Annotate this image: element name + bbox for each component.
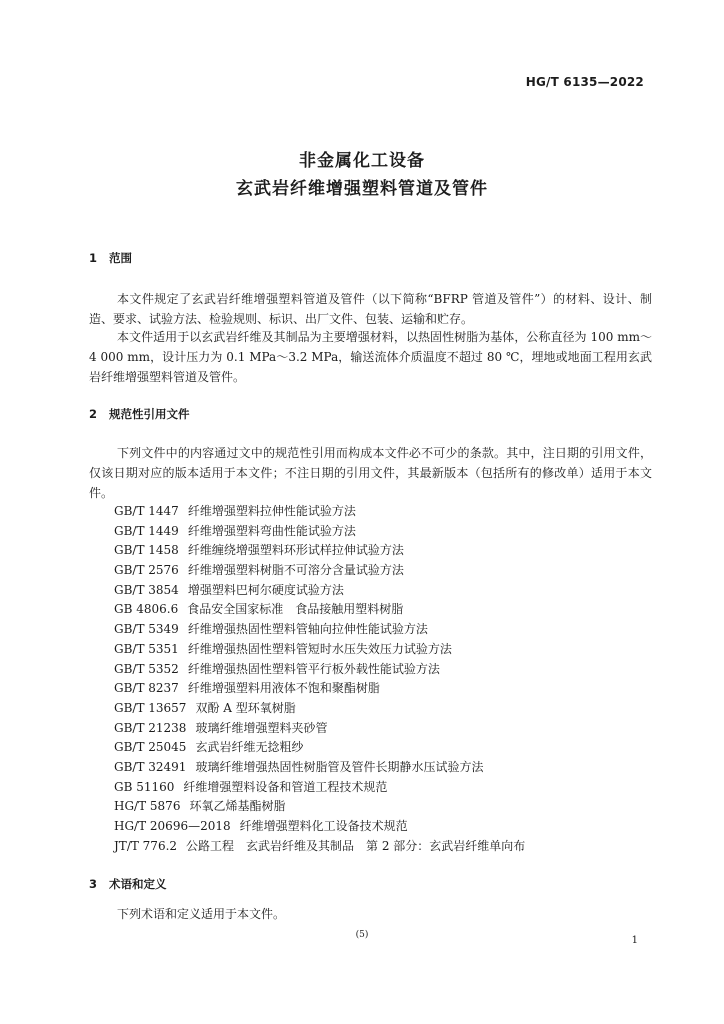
reference-item <box>114 679 525 699</box>
reference-title: 纤维增强热固性塑料管短时水压失效压力试验方法 <box>187 641 452 656</box>
section-title: 术语和定义 <box>109 877 167 891</box>
reference-item <box>114 640 525 660</box>
reference-title: 纤维增强塑料拉伸性能试验方法 <box>187 504 356 518</box>
standard-code: HG/T 6135—2022 <box>525 75 644 89</box>
reference-title: 增强塑料巴柯尔硬度试验方法 <box>187 582 344 597</box>
reference-title: 环氧乙烯基酯树脂 <box>189 799 286 814</box>
reference-title: 公路工程 玄武岩纤维及其制品 第 2 部分：玄武岩纤维单向布 <box>186 838 526 853</box>
reference-title: 玻璃纤维增强热固性树脂管及管件长期静水压试验方法 <box>195 759 484 774</box>
reference-code: GB/T 25045 <box>114 740 187 755</box>
reference-item <box>114 541 525 561</box>
reference-title: 纤维缠绕增强塑料环形试样拉伸试验方法 <box>187 543 404 558</box>
reference-title: 玻璃纤维增强塑料夹砂管 <box>195 720 328 735</box>
title-line-2: 玄武岩纤维增强塑料管道及管件 <box>236 179 488 199</box>
section-title: 规范性引用文件 <box>109 407 190 421</box>
reference-title: 纤维增强塑料树脂不可溶分含量试验方法 <box>187 563 404 578</box>
reference-code: GB/T 1447 <box>114 504 179 518</box>
reference-item <box>114 837 525 857</box>
section-number: 2 <box>89 407 98 421</box>
section-1-heading <box>89 250 132 266</box>
reference-code: GB/T 13657 <box>114 700 187 715</box>
reference-code: GB/T 21238 <box>114 720 187 735</box>
reference-code: GB/T 1458 <box>114 543 179 558</box>
reference-title: 纤维增强塑料化工设备技术规范 <box>239 819 408 833</box>
reference-item <box>114 699 525 719</box>
reference-item <box>114 719 525 739</box>
scope-paragraph-2: 本文件适用于以玄武岩纤维及其制品为主要增强材料，以热固性树脂为基体，公称直径为 100 mm～4 000 mm，设计压力为 0.1 MPa～3.2 MPa，输送流体介质温度不超过 80 ℃，埋地或地面工程用玄武岩纤维增强塑料管道及管件。 <box>89 330 652 384</box>
reference-item <box>114 522 525 542</box>
reference-item <box>114 660 525 680</box>
reference-title: 纤维增强塑料设备和管道工程技术规范 <box>183 779 388 794</box>
reference-title: 纤维增强塑料用液体不饱和聚酯树脂 <box>187 681 380 696</box>
reference-code: HG/T 5876 <box>114 799 181 814</box>
reference-title: 纤维增强塑料弯曲性能试验方法 <box>187 523 356 538</box>
reference-code: GB/T 32491 <box>114 759 187 774</box>
reference-code: JT/T 776.2 <box>114 838 178 853</box>
reference-title: 纤维增强热固性塑料管轴向拉伸性能试验方法 <box>187 622 428 637</box>
reference-code: GB/T 3854 <box>114 582 179 597</box>
reference-item <box>114 738 525 758</box>
reference-code: GB/T 5352 <box>114 661 179 676</box>
reference-code: GB/T 5351 <box>114 641 179 656</box>
normative-references-list <box>114 502 525 856</box>
reference-code: GB 4806.6 <box>114 602 179 617</box>
reference-item <box>114 600 525 620</box>
reference-item <box>114 561 525 581</box>
terms-intro-paragraph: 下列术语和定义适用于本文件。 <box>117 907 286 921</box>
reference-title: 双酚 A 型环氧树脂 <box>195 700 296 715</box>
reference-item <box>114 502 525 522</box>
reference-title: 纤维增强热固性塑料管平行板外载性能试验方法 <box>187 661 440 676</box>
page-number: 1 <box>631 935 638 946</box>
footer-sheet-number: (5) <box>355 930 369 940</box>
reference-item <box>114 797 525 817</box>
section-title: 范围 <box>109 251 132 265</box>
section-3-heading <box>89 876 167 892</box>
section-2-heading <box>89 406 190 422</box>
reference-code: GB/T 5349 <box>114 622 179 637</box>
reference-item <box>114 817 525 837</box>
section-number: 1 <box>89 251 98 265</box>
title-line-1: 非金属化工设备 <box>299 151 425 171</box>
reference-code: GB/T 2576 <box>114 563 179 578</box>
reference-title: 玄武岩纤维无捻粗纱 <box>195 740 304 755</box>
scope-paragraph-1: 本文件规定了玄武岩纤维增强塑料管道及管件（以下简称“BFRP 管道及管件”）的材料、设计、制造、要求、试验方法、检验规则、标识、出厂文件、包装、运输和贮存。 <box>89 292 652 326</box>
reference-title: 食品安全国家标准 食品接触用塑料树脂 <box>187 602 404 617</box>
reference-code: GB/T 1449 <box>114 523 179 538</box>
reference-code: GB 51160 <box>114 779 175 794</box>
section-number: 3 <box>89 877 98 891</box>
references-intro-paragraph: 下列文件中的内容通过文中的规范性引用而构成本文件必不可少的条款。其中，注日期的引用文件，仅该日期对应的版本适用于本文件；不注日期的引用文件，其最新版本（包括所有的修改单）适用于本文件。 <box>89 446 652 500</box>
reference-item <box>114 581 525 601</box>
reference-item <box>114 620 525 640</box>
reference-code: HG/T 20696—2018 <box>114 819 231 833</box>
reference-item <box>114 778 525 798</box>
reference-code: GB/T 8237 <box>114 681 179 696</box>
reference-item <box>114 758 525 778</box>
